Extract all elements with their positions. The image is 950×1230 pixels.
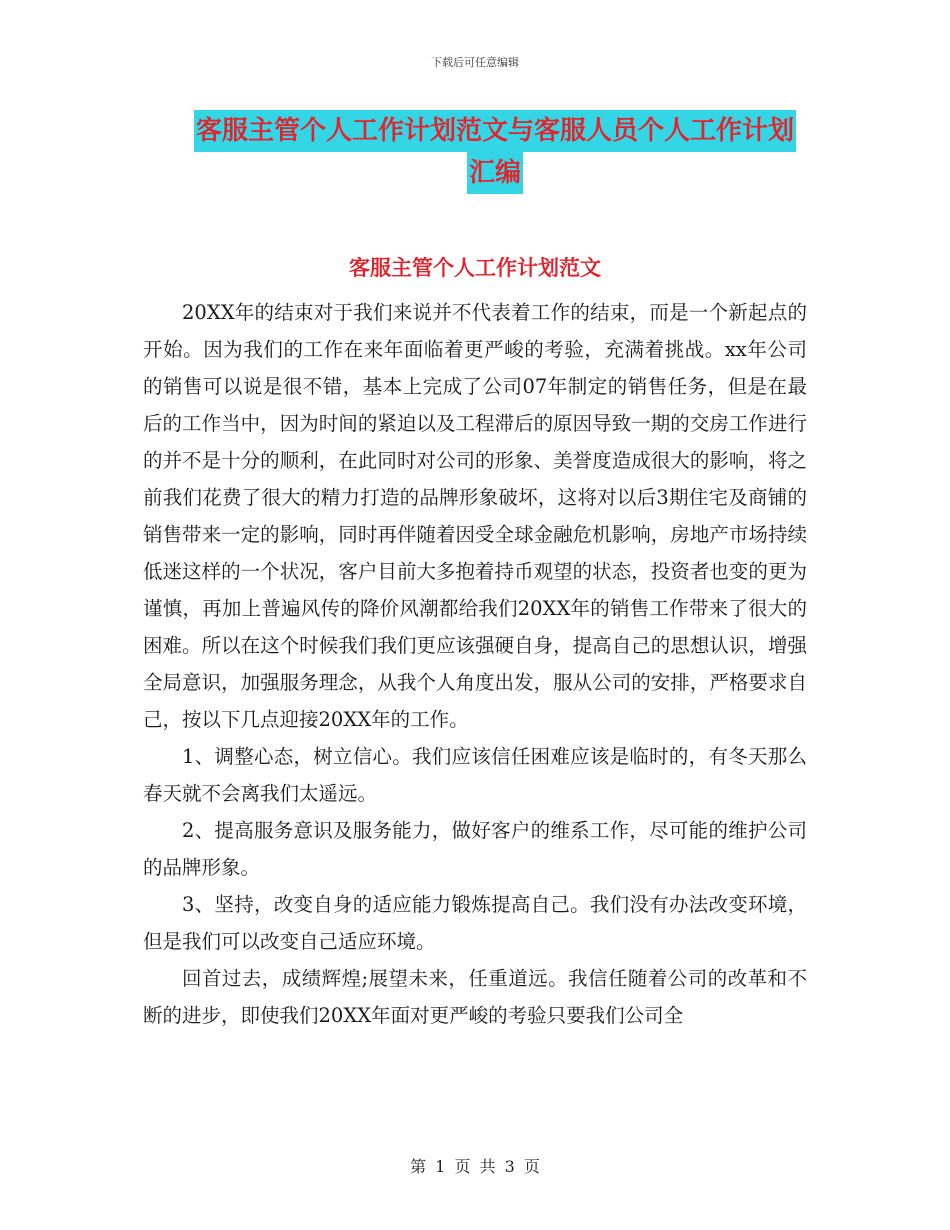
page-footer: 第 1 页 共 3 页 [410, 1157, 540, 1176]
document-title-text-2: 汇编 [467, 152, 523, 194]
paragraph-item-3: 3、坚持，改变自身的适应能力锻炼提高自己。我们没有办法改变环境，但是我们可以改变自己适应环境。 [143, 893, 807, 953]
document-title-line-1 [0, 118, 950, 144]
document-title-text-1: 客服主管个人工作计划范文与客服人员个人工作计划 [194, 110, 796, 152]
document-body [143, 294, 807, 1034]
paragraph-conclusion: 回首过去，成绩辉煌;展望未来，任重道远。我信任随着公司的改革和不断的进步，即使我们20XX年面对更严峻的考验只要我们公司全 [143, 967, 807, 1027]
paragraph-item-2: 2、提高服务意识及服务能力，做好客户的维系工作，尽可能的维护公司的品牌形象。 [143, 819, 807, 879]
section-heading: 客服主管个人工作计划范文 [349, 256, 601, 280]
page-header-note: 下载后可任意编辑 [431, 56, 519, 69]
paragraph-intro: 20XX年的结束对于我们来说并不代表着工作的结束，而是一个新起点的开始。因为我们的工作在来年面临着更严峻的考验，充满着挑战。xx年公司的销售可以说是很不错，基本上完成了公司07年制定的销售任务，但是在最后的工作当中，因为时间的紧迫以及工程滞后的原因导致一期的交房工作进行的并不是十分的顺利，在此同时对公司的形象、美誉度造成很大的影响，将之前我们花费了很大的精力打造的品牌形象破坏，这将对以后3期住宅及商铺的销售带来一定的影响，同时再伴随着因受全球金融危机影响，房地产市场持续低迷这样的一个状况，客户目前大多抱着持币观望的状态，投资者也变的更为谨慎，再加上普遍风传的降价风潮都给我们20XX年的销售工作带来了很大的困难。所以在这个时候我们我们更应该强硬自身，提高自己的思想认识，增强全局意识，加强服务理念，从我个人角度出发，服从公司的安排，严格要求自己，按以下几点迎接20XX年的工作。 [143, 301, 807, 731]
document-title-line-2 [0, 160, 950, 186]
paragraph-item-1: 1、调整心态，树立信心。我们应该信任困难应该是临时的，有冬天那么春天就不会离我们太遥远。 [143, 745, 807, 805]
